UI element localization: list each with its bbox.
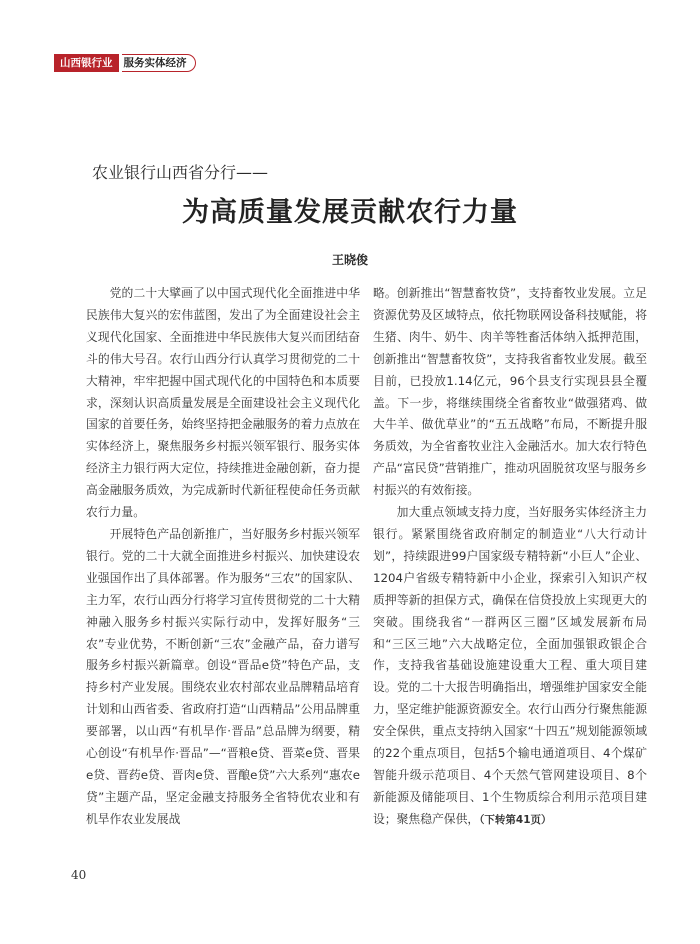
continued-on-note: （下转第41页）	[479, 813, 552, 826]
paragraph: 开展特色产品创新推广，当好服务乡村振兴领军银行。党的二十大就全面推进乡村振兴、加快建设农业强国作出了具体部署。作为服务“三农”的国家队、主力军，农行山西分行将学习宣传贯彻党的二十大精神融入服务乡村振兴实际行动中，发挥好服务“三农”专业优势，不断创新“三农”金融产品，奋力谱写服务乡村振兴新篇章。创设“晋品e贷”特色产品，支持乡村产业发展。围绕农业农村部农业品牌精品培育计划和山西省委、省政府打造“山西精品”公用品牌重要部署，以山西“有机旱作·晋品”总品牌为纲要，精心创设“有机旱作·晋品”—“晋粮e贷、晋菜e贷、晋果e贷、晋药e贷、晋肉e贷、晋酿e贷”六大系列“惠农e贷”主题产品，坚定金融支持服务全省特优农业和有机旱作农业发展战	[86, 526, 360, 826]
article-kicker: 农业银行山西省分行——	[92, 163, 269, 182]
paragraph-text: 加大重点领域支持力度，当好服务实体经济主力银行。紧紧围绕省政府制定的制造业“八大行动计划”，持续跟进99户国家级专精特新“小巨人”企业、1204户省级专精特新中小企业，探索引入知识产权质押等新的担保方式，确保在信贷投放上实现更大的突破。围绕我省“一群两区三圈”区域发展新布局和“三区三地”六大战略定位，全面加强银政银企合作，支持我省基础设施建设重大工程、重大项目建设。党的二十大报告明确指出，增强维护国家安全能力，坚定维护能源资源安全。农行山西分行聚焦能源安全保供，重点支持纳入国家“十四五”规划能源领域的22个重点项目，包括5个输电通道项目、4个煤矿智能升级示范项目、4个天然气管网建设项目、8个新能源及储能项目、1个生物质综合利用示范项目建设；聚焦稳产保供，	[373, 505, 647, 826]
paragraph-continued: 略。创新推出“智慧畜牧贷”，支持畜牧业发展。立足资源优势及区域特点，依托物联网设备科技赋能，将生猪、肉牛、奶牛、肉羊等牲畜活体纳入抵押范围，创新推出“智慧畜牧贷”，支持我省畜牧业发展。截至目前，已投放1.14亿元，96个县支行实现县县全覆盖。下一步，将继续围绕全省畜牧业“做强猪鸡、做大牛羊、做优草业”的“五五战略”布局，不断提升服务质效，为全省畜牧业注入金融活水。加大农行特色产品“富民贷”营销推广，推动巩固脱贫攻坚与服务乡村振兴的有效衔接。	[373, 286, 647, 498]
right-column	[373, 283, 647, 832]
left-column	[86, 283, 360, 831]
page-number: 40	[71, 868, 87, 882]
paragraph-last	[373, 502, 647, 832]
section-tag-primary: 山西银行业	[54, 54, 119, 72]
section-tag-secondary: 服务实体经济	[122, 54, 196, 72]
article-author: 王晓俊	[331, 253, 368, 267]
section-tag	[54, 54, 196, 72]
paragraph: 党的二十大擘画了以中国式现代化全面推进中华民族伟大复兴的宏伟蓝图，发出了为全面建设社会主义现代化国家、全面推进中华民族伟大复兴而团结奋斗的伟大号召。农行山西分行认真学习贯彻党的二十大精神，牢牢把握中国式现代化的中国特色和本质要求，深刻认识高质量发展是全面建设社会主义现代化国家的首要任务，始终坚持把金融服务的着力点放在实体经济上，聚焦服务乡村振兴领军银行、服务实体经济主力银行两大定位，持续推进金融创新，奋力提高金融服务质效，为完成新时代新征程使命任务贡献农行力量。	[86, 286, 360, 520]
article-title: 为高质量发展贡献农行力量	[182, 197, 518, 228]
